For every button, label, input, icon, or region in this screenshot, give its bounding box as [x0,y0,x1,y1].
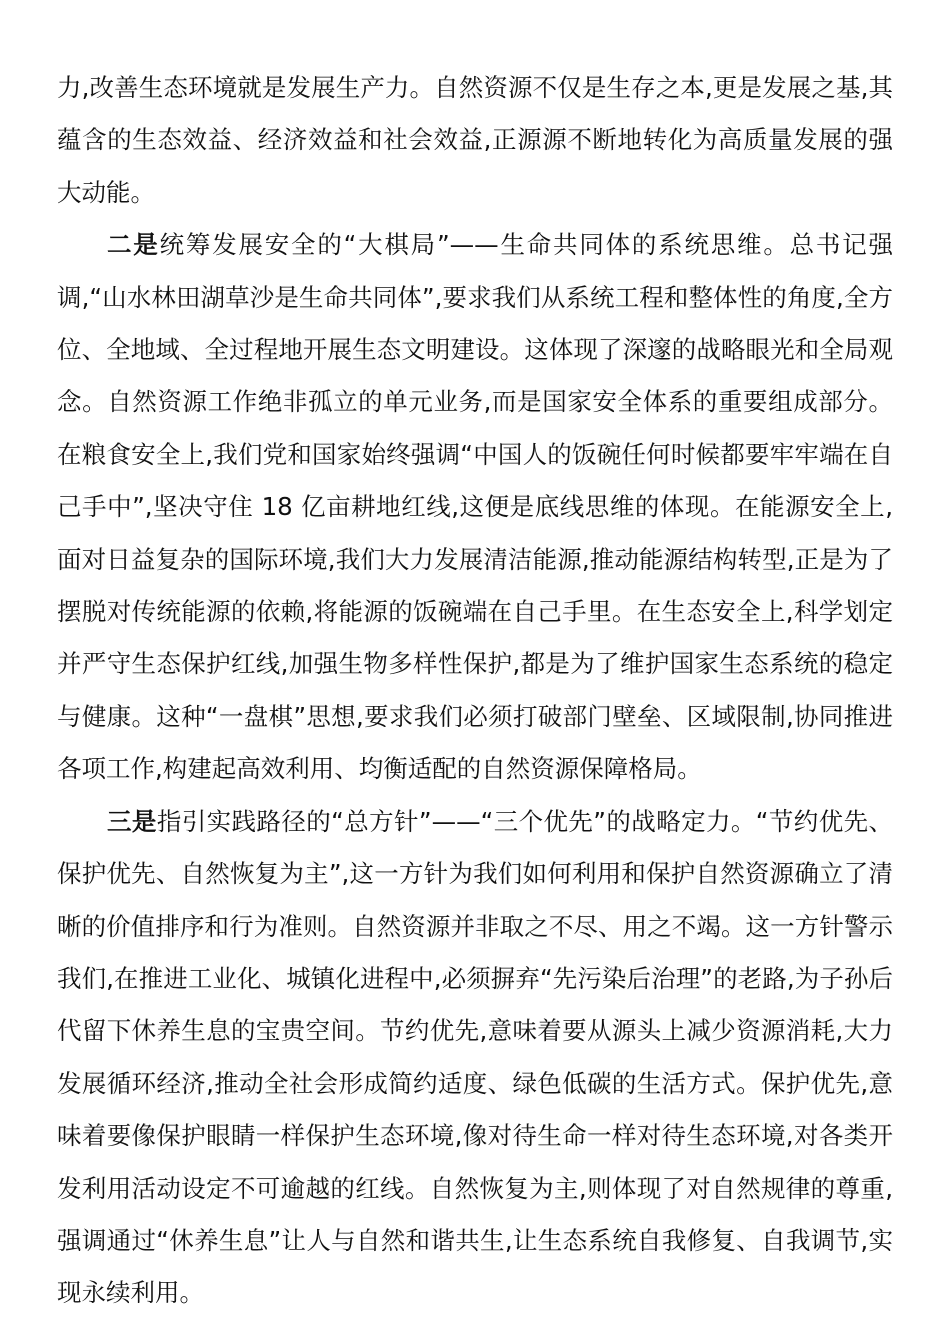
document-page [57,62,893,1320]
paragraph-point-two [57,219,893,795]
paragraph-continuation [57,62,893,219]
paragraph-text: 力,改善生态环境就是发展生产力。自然资源不仅是生存之本,更是发展之基,其蕴含的生态效益、经济效益和社会效益,正源源不断地转化为高质量发展的强大动能。 [57,73,893,207]
paragraph-text: 统筹发展安全的“大棋局”——生命共同体的系统思维。总书记强调,“山水林田湖草沙是生命共同体”,要求我们从系统工程和整体性的角度,全方位、全地域、全过程地开展生态文明建设。这体现了深邃的战略眼光和全局观念。自然资源工作绝非孤立的单元业务,而是国家安全体系的重要组成部分。在粮食安全上,我们党和国家始终强调“中国人的饭碗任何时候都要牢牢端在自己手中”,坚决守住 18 亿亩耕地红线,这便是底线思维的体现。在能源安全上,面对日益复杂的国际环境,我们大力发展清洁能源,推动能源结构转型,正是为了摆脱对传统能源的依赖,将能源的饭碗端在自己手里。在生态安全上,科学划定并严守生态保护红线,加强生物多样性保护,都是为了维护国家生态系统的稳定与健康。这种“一盘棋”思想,要求我们必须打破部门壁垒、区域限制,协同推进各项工作,构建起高效利用、均衡适配的自然资源保障格局。 [57,230,894,784]
paragraph-point-three [57,796,893,1320]
paragraph-text: 指引实践路径的“总方针”——“三个优先”的战略定力。“节约优先、保护优先、自然恢复为主”,这一方针为我们如何利用和保护自然资源确立了清晰的价值排序和行为准则。自然资源并非取之不尽、用之不竭。这一方针警示我们,在推进工业化、城镇化进程中,必须摒弃“先污染后治理”的老路,为子孙后代留下休养生息的宝贵空间。节约优先,意味着要从源头上减少资源消耗,大力发展循环经济,推动全社会形成简约适度、绿色低碳的生活方式。保护优先,意味着要像保护眼睛一样保护生态环境,像对待生命一样对待生态环境,对各类开发利用活动设定不可逾越的红线。自然恢复为主,则体现了对自然规律的尊重,强调通过“休养生息”让人与自然和谐共生,让生态系统自我修复、自我调节,实现永续利用。 [57,806,894,1308]
paragraph-lead: 三是 [107,806,157,836]
paragraph-lead: 二是 [107,230,160,260]
